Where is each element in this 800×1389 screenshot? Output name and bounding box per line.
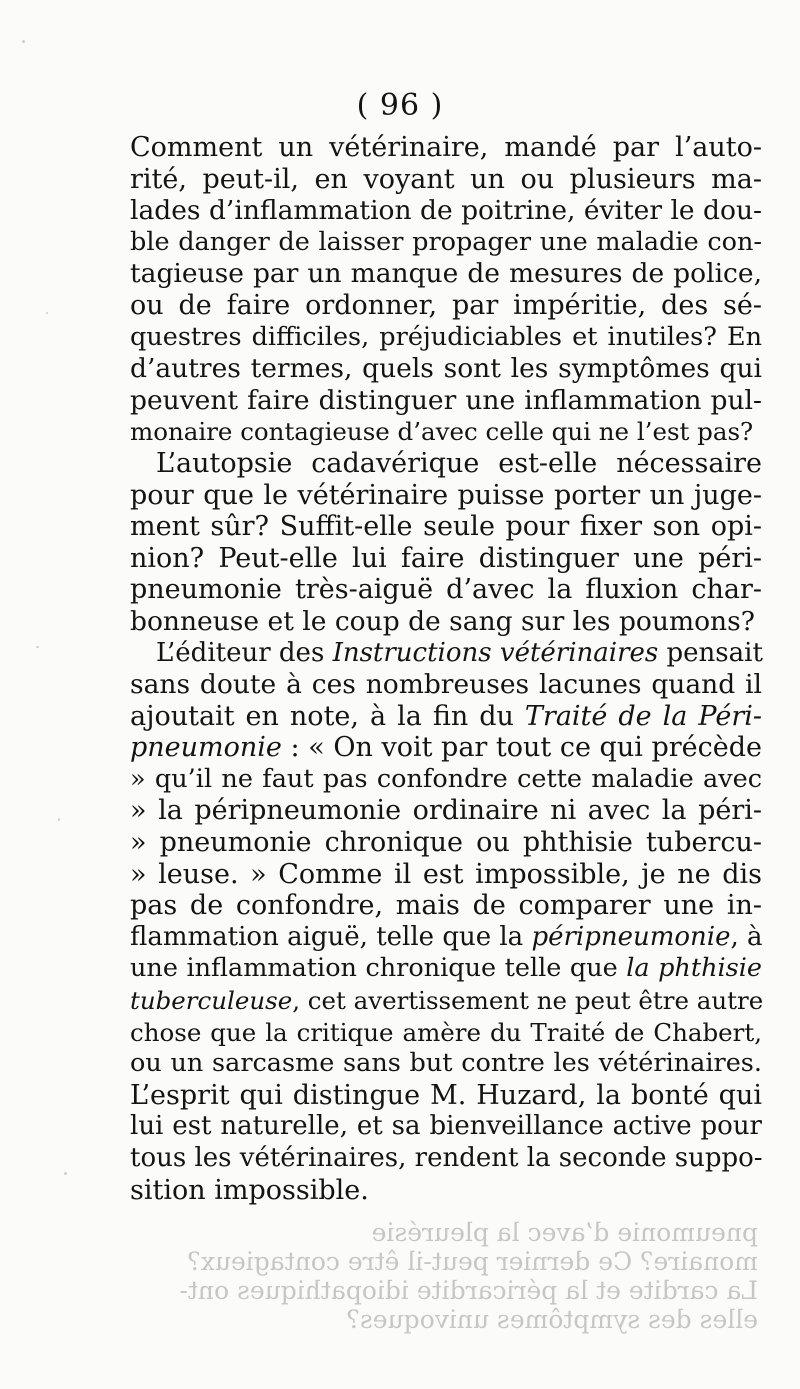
text-line [130, 1175, 762, 1207]
text-run: pneumonie très-aiguë d’avec la fluxion char- [130, 574, 762, 606]
text-run: ou de faire ordonner, par impéritie, des sé- [130, 289, 762, 321]
text-line [130, 1143, 762, 1175]
body-text [130, 132, 762, 1206]
bleed-through-line: monaire? Ce dernier peut-il être contagieux? [187, 1247, 758, 1276]
text-line [130, 164, 762, 196]
text-run: ment sûr? Suffit-elle seule pour fixer son opi- [130, 511, 762, 543]
text-run: , cet avertissement ne peut être autre [292, 986, 764, 1016]
text-line [130, 416, 762, 448]
text-line [130, 480, 762, 512]
text-run: lui est naturelle, et sa bienveillance active pour [130, 1111, 762, 1142]
text-line [130, 258, 762, 290]
bleed-through-line: pneumonie d’avec la pleurésie [371, 1218, 758, 1247]
text-run: d’autres termes, quels sont les symptômes qui [130, 353, 762, 385]
text-run: » pneumonie chronique ou phthisie tubercu- [130, 827, 762, 859]
text-run: L’éditeur des [156, 637, 333, 668]
text-line [130, 353, 762, 385]
text-run: questres difficiles, préjudiciables et inutiles? En [130, 321, 762, 352]
text-run: pensait [658, 637, 763, 668]
paper-speck [46, 312, 48, 314]
text-run: nion? Peut-elle lui faire distinguer une péri- [130, 542, 762, 574]
text-line [130, 511, 762, 543]
text-run: bonneuse et le coup de sang sur les poumons? [130, 605, 755, 637]
text-line [130, 1048, 762, 1080]
text-run: ble danger de laisser propager une maladie con- [130, 226, 762, 257]
paper-speck [36, 646, 39, 648]
italic-text: Instructions vétérinaires [332, 637, 659, 668]
text-line [130, 385, 762, 417]
text-run: : « On voit par tout ce qui précède [281, 732, 762, 764]
text-run: ou un sarcasme sans but contre les vétérinaires. [130, 1048, 762, 1079]
italic-text: tuberculeuse [130, 986, 293, 1016]
paper-speck [58, 818, 60, 821]
text-line [130, 764, 762, 796]
text-line [130, 827, 762, 859]
bleed-through-line: elles des symptômes univoques? [346, 1305, 758, 1334]
text-run: peuvent faire distinguer une inflammation pul- [130, 384, 762, 416]
text-line [130, 732, 762, 764]
text-line [130, 890, 762, 922]
text-line [130, 1080, 762, 1112]
text-line [130, 195, 762, 227]
text-run: lades d’inflammation de poitrine, éviter le dou- [130, 195, 762, 227]
text-line [130, 985, 762, 1017]
text-line [130, 953, 762, 985]
text-line [130, 669, 762, 701]
text-line [130, 1111, 762, 1143]
text-run: » la péripneumonie ordinaire ni avec la péri- [130, 795, 762, 827]
text-run: sition impossible. [130, 1174, 369, 1206]
text-run: Comment un vétérinaire, mandé par l’auto- [130, 132, 762, 163]
text-run: » qu’il ne faut pas confondre cette maladie avec [130, 763, 762, 794]
text-line [130, 638, 762, 670]
text-run: L’esprit qui distingue M. Huzard, la bonté qui [130, 1079, 762, 1111]
bleed-through-text [179, 1218, 758, 1334]
text-run: ajoutait en note, à la fin du [130, 700, 525, 732]
text-run: , à [730, 921, 763, 952]
text-run: monaire contagieuse d’avec celle qui ne l’est pas? [130, 417, 754, 447]
text-run: chose que la critique amère du Traité de Chabert, [130, 1017, 762, 1047]
text-run: flammation aiguë, telle que la [130, 921, 532, 952]
italic-text: la phthisie [626, 953, 762, 984]
bleed-through-line: La cardite et la péricardite idiopathiques ont- [179, 1276, 758, 1305]
text-line [130, 543, 762, 575]
paper-speck [64, 1172, 67, 1175]
text-run: tagieuse par un manque de mesures de police, [130, 258, 762, 290]
text-line [130, 795, 762, 827]
text-line [130, 322, 762, 354]
text-run: une inflammation chronique telle que [130, 953, 627, 984]
text-line [130, 290, 762, 322]
text-run: pour que le vétérinaire puisse porter un juge- [130, 479, 762, 511]
text-line [130, 922, 762, 954]
text-run: rité, peut-il, en voyant un ou plusieurs ma- [130, 163, 762, 195]
text-line [130, 1017, 762, 1049]
text-run: tous les vétérinaires, rendent la seconde suppo- [130, 1143, 763, 1173]
text-line [130, 859, 762, 891]
text-line [130, 606, 762, 638]
page-number: ( 96 ) [356, 88, 444, 123]
italic-text: péripneumonie [531, 921, 731, 952]
text-line [130, 701, 762, 733]
italic-text: Traité de la Péri- [524, 700, 762, 732]
text-line [130, 132, 762, 164]
text-line [130, 227, 762, 259]
text-run: pas de confondre, mais de comparer une in- [130, 890, 762, 922]
text-run: L’autopsie cadavérique est-elle nécessaire [156, 447, 762, 479]
italic-text: pneumonie [130, 732, 282, 764]
paper-speck [22, 40, 25, 43]
text-run: sans doute à ces nombreuses lacunes quand il [130, 669, 762, 701]
text-run: » leuse. » Comme il est impossible, je ne dis [130, 858, 762, 890]
text-line [130, 448, 762, 480]
text-line [130, 574, 762, 606]
